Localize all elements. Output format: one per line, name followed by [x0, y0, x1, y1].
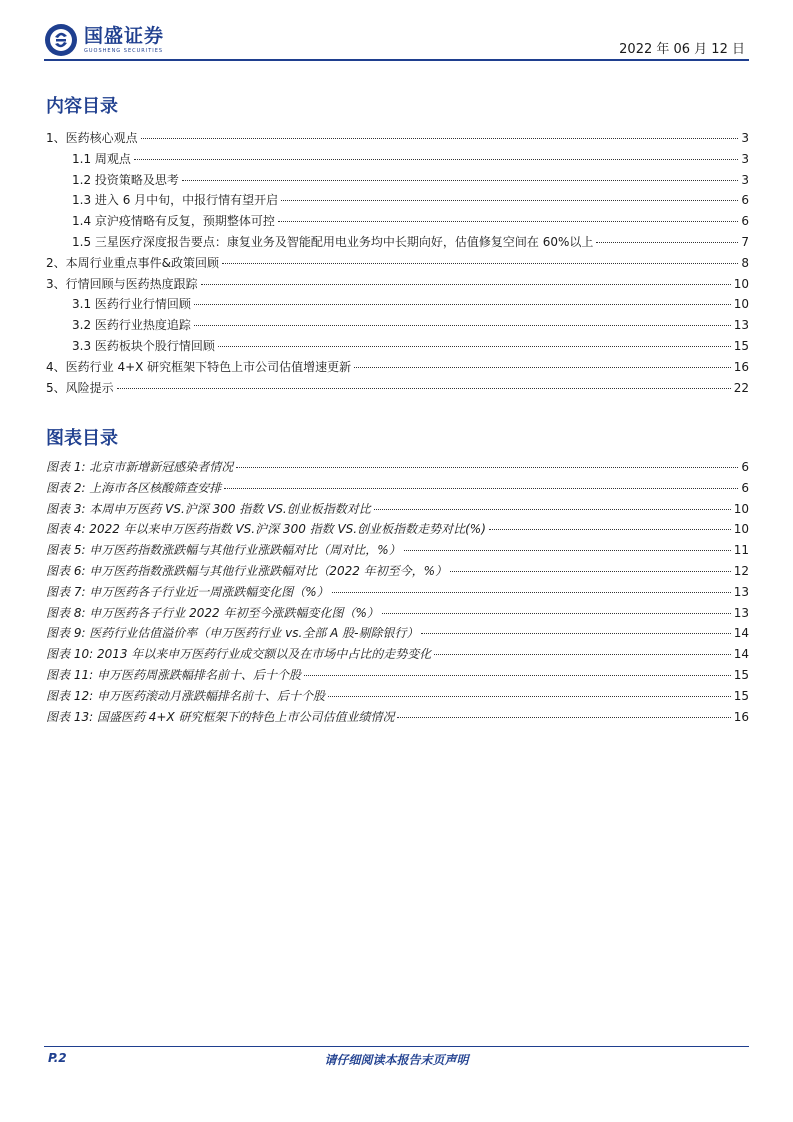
report-date: 2022 年 06 月 12 日 [619, 42, 745, 57]
figure-entry[interactable] [46, 665, 749, 686]
toc-title: 内容目录 [46, 96, 118, 117]
dot-leader [117, 388, 731, 389]
figure-list [46, 457, 749, 727]
toc-entry[interactable] [46, 170, 749, 191]
figure-entry-page: 6 [741, 460, 749, 474]
toc-entry-page: 22 [733, 380, 749, 395]
toc-entry[interactable] [46, 232, 749, 253]
figure-entry-label: 图表 10: 2013 年以来申万医药行业成交额以及在市场中占比的走势变化 [46, 647, 432, 662]
toc-entry-label: 3、行情回顾与医药热度跟踪 [46, 276, 198, 291]
toc-entry[interactable] [46, 378, 749, 399]
toc-entry[interactable] [46, 336, 749, 357]
toc-entry[interactable] [46, 253, 749, 274]
dot-leader [222, 263, 738, 264]
header-divider [44, 59, 749, 61]
dot-leader [224, 488, 738, 489]
toc-entry-label: 3.2 医药行业热度追踪 [72, 318, 191, 333]
figure-entry-page: 12 [733, 563, 749, 578]
toc-entry-page: 6 [741, 214, 749, 229]
figure-entry-page: 6 [741, 480, 749, 495]
toc-entry-page: 3 [741, 131, 749, 145]
figure-entry-page: 14 [733, 647, 749, 662]
dot-leader [278, 221, 738, 222]
toc-entry-label: 5、风险提示 [46, 380, 114, 395]
toc-entry-page: 16 [733, 359, 749, 374]
dot-leader [182, 180, 738, 181]
dot-leader [281, 200, 738, 201]
figure-entry-label: 图表 5: 申万医药指数涨跌幅与其他行业涨跌幅对比（周对比，%） [46, 543, 401, 558]
toc-entry-label: 1、医药核心观点 [46, 131, 138, 145]
toc-entry-page: 3 [741, 172, 749, 187]
figure-entry-label: 图表 2: 上海市各区核酸筛查安排 [46, 480, 222, 495]
dot-leader [304, 675, 731, 676]
toc-entry[interactable] [46, 149, 749, 170]
dot-leader [596, 242, 738, 243]
toc-entry-page: 10 [733, 297, 749, 312]
disclaimer-note: 请仔细阅读本报告末页声明 [324, 1053, 469, 1067]
figure-entry-page: 10 [733, 522, 749, 537]
figure-entry-label: 图表 7: 申万医药各子行业近一周涨跌幅变化图（%） [46, 584, 329, 599]
dot-leader [332, 592, 731, 593]
logo-chinese-name: 国盛证券 [84, 25, 165, 47]
figure-entry-page: 14 [733, 626, 749, 641]
figure-entry-page: 13 [733, 584, 749, 599]
company-logo [44, 22, 164, 58]
toc-entry-page: 7 [741, 234, 749, 249]
figure-entry-label: 图表 4: 2022 年以来申万医药指数 VS.沪深 300 指数 VS.创业板指数走势对比(%) [46, 522, 486, 537]
toc-list [46, 128, 749, 398]
toc-entry[interactable] [46, 128, 749, 149]
figure-entry[interactable] [46, 478, 749, 499]
toc-entry-label: 4、医药行业 4+X 研究框架下特色上市公司估值增速更新 [46, 359, 352, 374]
guosheng-logo-icon [44, 23, 78, 57]
dot-leader [450, 571, 731, 572]
toc-entry[interactable] [46, 294, 749, 315]
toc-entry-page: 6 [741, 193, 749, 208]
dot-leader [434, 654, 730, 655]
figure-entry-label: 图表 8: 申万医药各子行业 2022 年初至今涨跌幅变化图（%） [46, 605, 379, 620]
toc-entry-page: 8 [741, 255, 749, 270]
logo-english-name: GUOSHENG SECURITIES [84, 48, 164, 54]
dot-leader [382, 613, 731, 614]
dot-leader [328, 696, 731, 697]
page-number: P.2 [48, 1051, 67, 1065]
toc-entry-page: 3 [741, 151, 749, 166]
figure-entry[interactable] [46, 686, 749, 707]
figure-entry-label: 图表 12: 申万医药滚动月涨跌幅排名前十、后十个股 [46, 688, 325, 703]
toc-entry[interactable] [46, 274, 749, 295]
toc-entry[interactable] [46, 211, 749, 232]
figure-entry-page: 15 [733, 667, 749, 682]
figure-entry-page: 10 [733, 501, 749, 516]
figure-entry[interactable] [46, 561, 749, 582]
figure-entry-label: 图表 11: 申万医药周涨跌幅排名前十、后十个股 [46, 667, 301, 682]
figure-entry[interactable] [46, 623, 749, 644]
figure-entry[interactable] [46, 519, 749, 540]
figure-entry-page: 13 [733, 605, 749, 620]
figure-entry-page: 16 [733, 709, 749, 724]
figure-entry-label: 图表 13: 国盛医药 4+X 研究框架下的特色上市公司估值业绩情况 [46, 709, 395, 724]
dot-leader [236, 467, 738, 468]
dot-leader [489, 529, 731, 530]
toc-entry-label: 1.4 京沪疫情略有反复，预期整体可控 [72, 214, 275, 229]
toc-entry[interactable] [46, 357, 749, 378]
figure-entry-label: 图表 9: 医药行业估值溢价率（申万医药行业 vs.全部 A 股-剔除银行） [46, 626, 419, 641]
figure-entry-label: 图表 3: 本周申万医药 VS.沪深 300 指数 VS.创业板指数对比 [46, 501, 371, 516]
dot-leader [397, 717, 730, 718]
toc-entry-label: 1.3 进入 6 月中旬，中报行情有望开启 [72, 193, 279, 208]
toc-entry-label: 1.2 投资策略及思考 [72, 172, 179, 187]
toc-entry-label: 3.1 医药行业行情回顾 [72, 297, 191, 312]
dot-leader [218, 346, 731, 347]
figure-entry[interactable] [46, 540, 749, 561]
figure-entry-page: 11 [733, 543, 749, 558]
dot-leader [421, 633, 730, 634]
dot-leader [201, 284, 731, 285]
figure-entry[interactable] [46, 603, 749, 624]
toc-entry-label: 1.1 周观点 [72, 151, 131, 166]
dot-leader [374, 509, 731, 510]
figure-entry-label: 图表 6: 申万医药指数涨跌幅与其他行业涨跌幅对比（2022 年初至今，%） [46, 563, 448, 578]
figure-entry[interactable] [46, 644, 749, 665]
dot-leader [194, 325, 731, 326]
figure-entry[interactable] [46, 707, 749, 728]
figure-list-title: 图表目录 [46, 428, 118, 449]
toc-entry-label: 3.3 医药板块个股行情回顾 [72, 338, 215, 353]
figure-entry[interactable] [46, 582, 749, 603]
dot-leader [194, 304, 731, 305]
toc-entry-label: 1.5 三星医疗深度报告要点：康复业务及智能配用电业务均中长期向好，估值修复空间在 60%以上 [72, 234, 594, 249]
figure-entry-label: 图表 1: 北京市新增新冠感染者情况 [46, 460, 234, 474]
figure-entry[interactable] [46, 457, 749, 478]
toc-entry[interactable] [46, 315, 749, 336]
dot-leader [141, 138, 739, 139]
footer-divider [44, 1046, 749, 1047]
figure-entry[interactable] [46, 499, 749, 520]
toc-entry-page: 10 [733, 276, 749, 291]
figure-entry-page: 15 [733, 688, 749, 703]
dot-leader [354, 367, 731, 368]
dot-leader [134, 159, 738, 160]
dot-leader [404, 550, 731, 551]
toc-entry-page: 13 [733, 318, 749, 333]
toc-entry[interactable] [46, 190, 749, 211]
toc-entry-page: 15 [733, 338, 749, 353]
toc-entry-label: 2、本周行业重点事件&政策回顾 [46, 255, 219, 270]
